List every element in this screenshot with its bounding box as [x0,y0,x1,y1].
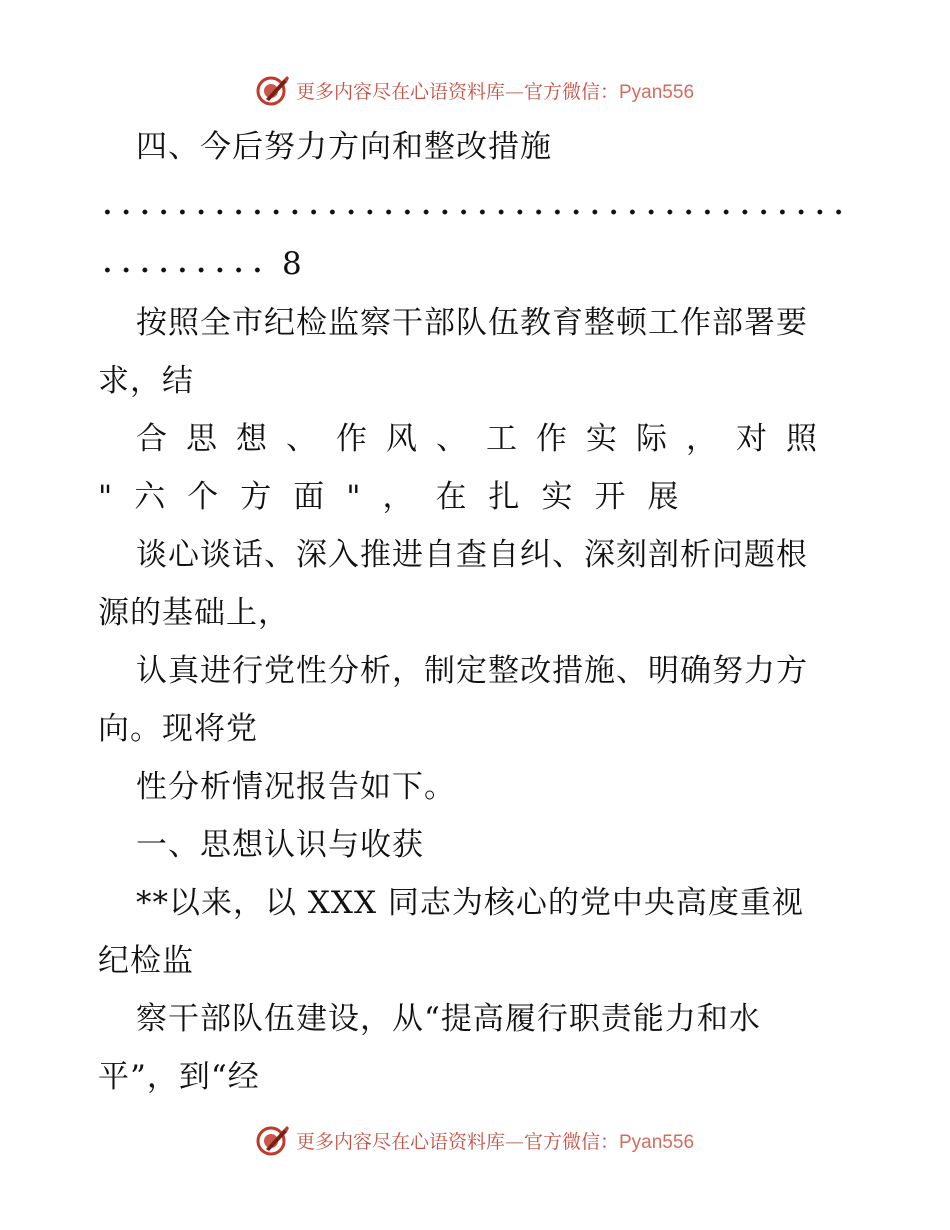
watermark-wechat-id: Pyan556 [619,81,695,103]
watermark-wechat-label: 官方微信： [523,1130,619,1153]
paragraph-line: 纪检监 [98,943,194,979]
watermark-wechat-id: Pyan556 [619,1131,695,1153]
toc-page-number: 8 [282,246,303,282]
watermark-text [296,77,694,104]
watermark-separator: — [504,1130,524,1153]
toc-leader-dots-row2 [98,264,268,276]
paragraph-line: "六个方面"，在扎实开展 [98,479,701,515]
watermark-header [0,70,950,110]
pen-logo-icon [256,1123,290,1157]
watermark-wechat-label: 官方微信： [523,80,619,103]
toc-leader-dots-row1 [98,206,848,218]
paragraph-line: **以来，以 XXX 同志为核心的党中央高度重视 [136,885,804,921]
paragraph-line: 察干部队伍建设，从“提高履行职责能力和水 [136,1001,761,1037]
watermark-footer [0,1120,950,1160]
paragraph-line: 谈心谈话、深入推进自查自纠、深刻剖析问题根 [136,537,808,573]
watermark-brand: 更多内容尽在心语资料库 [295,80,505,103]
paragraph-line: 源的基础上， [98,595,290,631]
watermark-brand: 更多内容尽在心语资料库 [295,1130,505,1153]
pen-logo-icon [256,73,290,107]
paragraph-line: 性分析情况报告如下。 [136,769,456,805]
toc-item-title: 四、今后努力方向和整改措施 [136,129,552,165]
watermark-text [296,1127,694,1154]
section-heading: 一、思想认识与收获 [136,827,424,863]
paragraph-line: 平”，到“经 [98,1059,260,1095]
paragraph-line: 按照全市纪检监察干部队伍教育整顿工作部署要 [136,305,808,341]
paragraph-line: 认真进行党性分析，制定整改措施、明确努力方 [136,653,808,689]
paragraph-line: 向。现将党 [98,711,258,747]
paragraph-line: 合思想、作风、工作实际，对照 [136,421,836,457]
paragraph-line: 求，结 [98,363,194,399]
watermark-separator: — [504,80,524,103]
